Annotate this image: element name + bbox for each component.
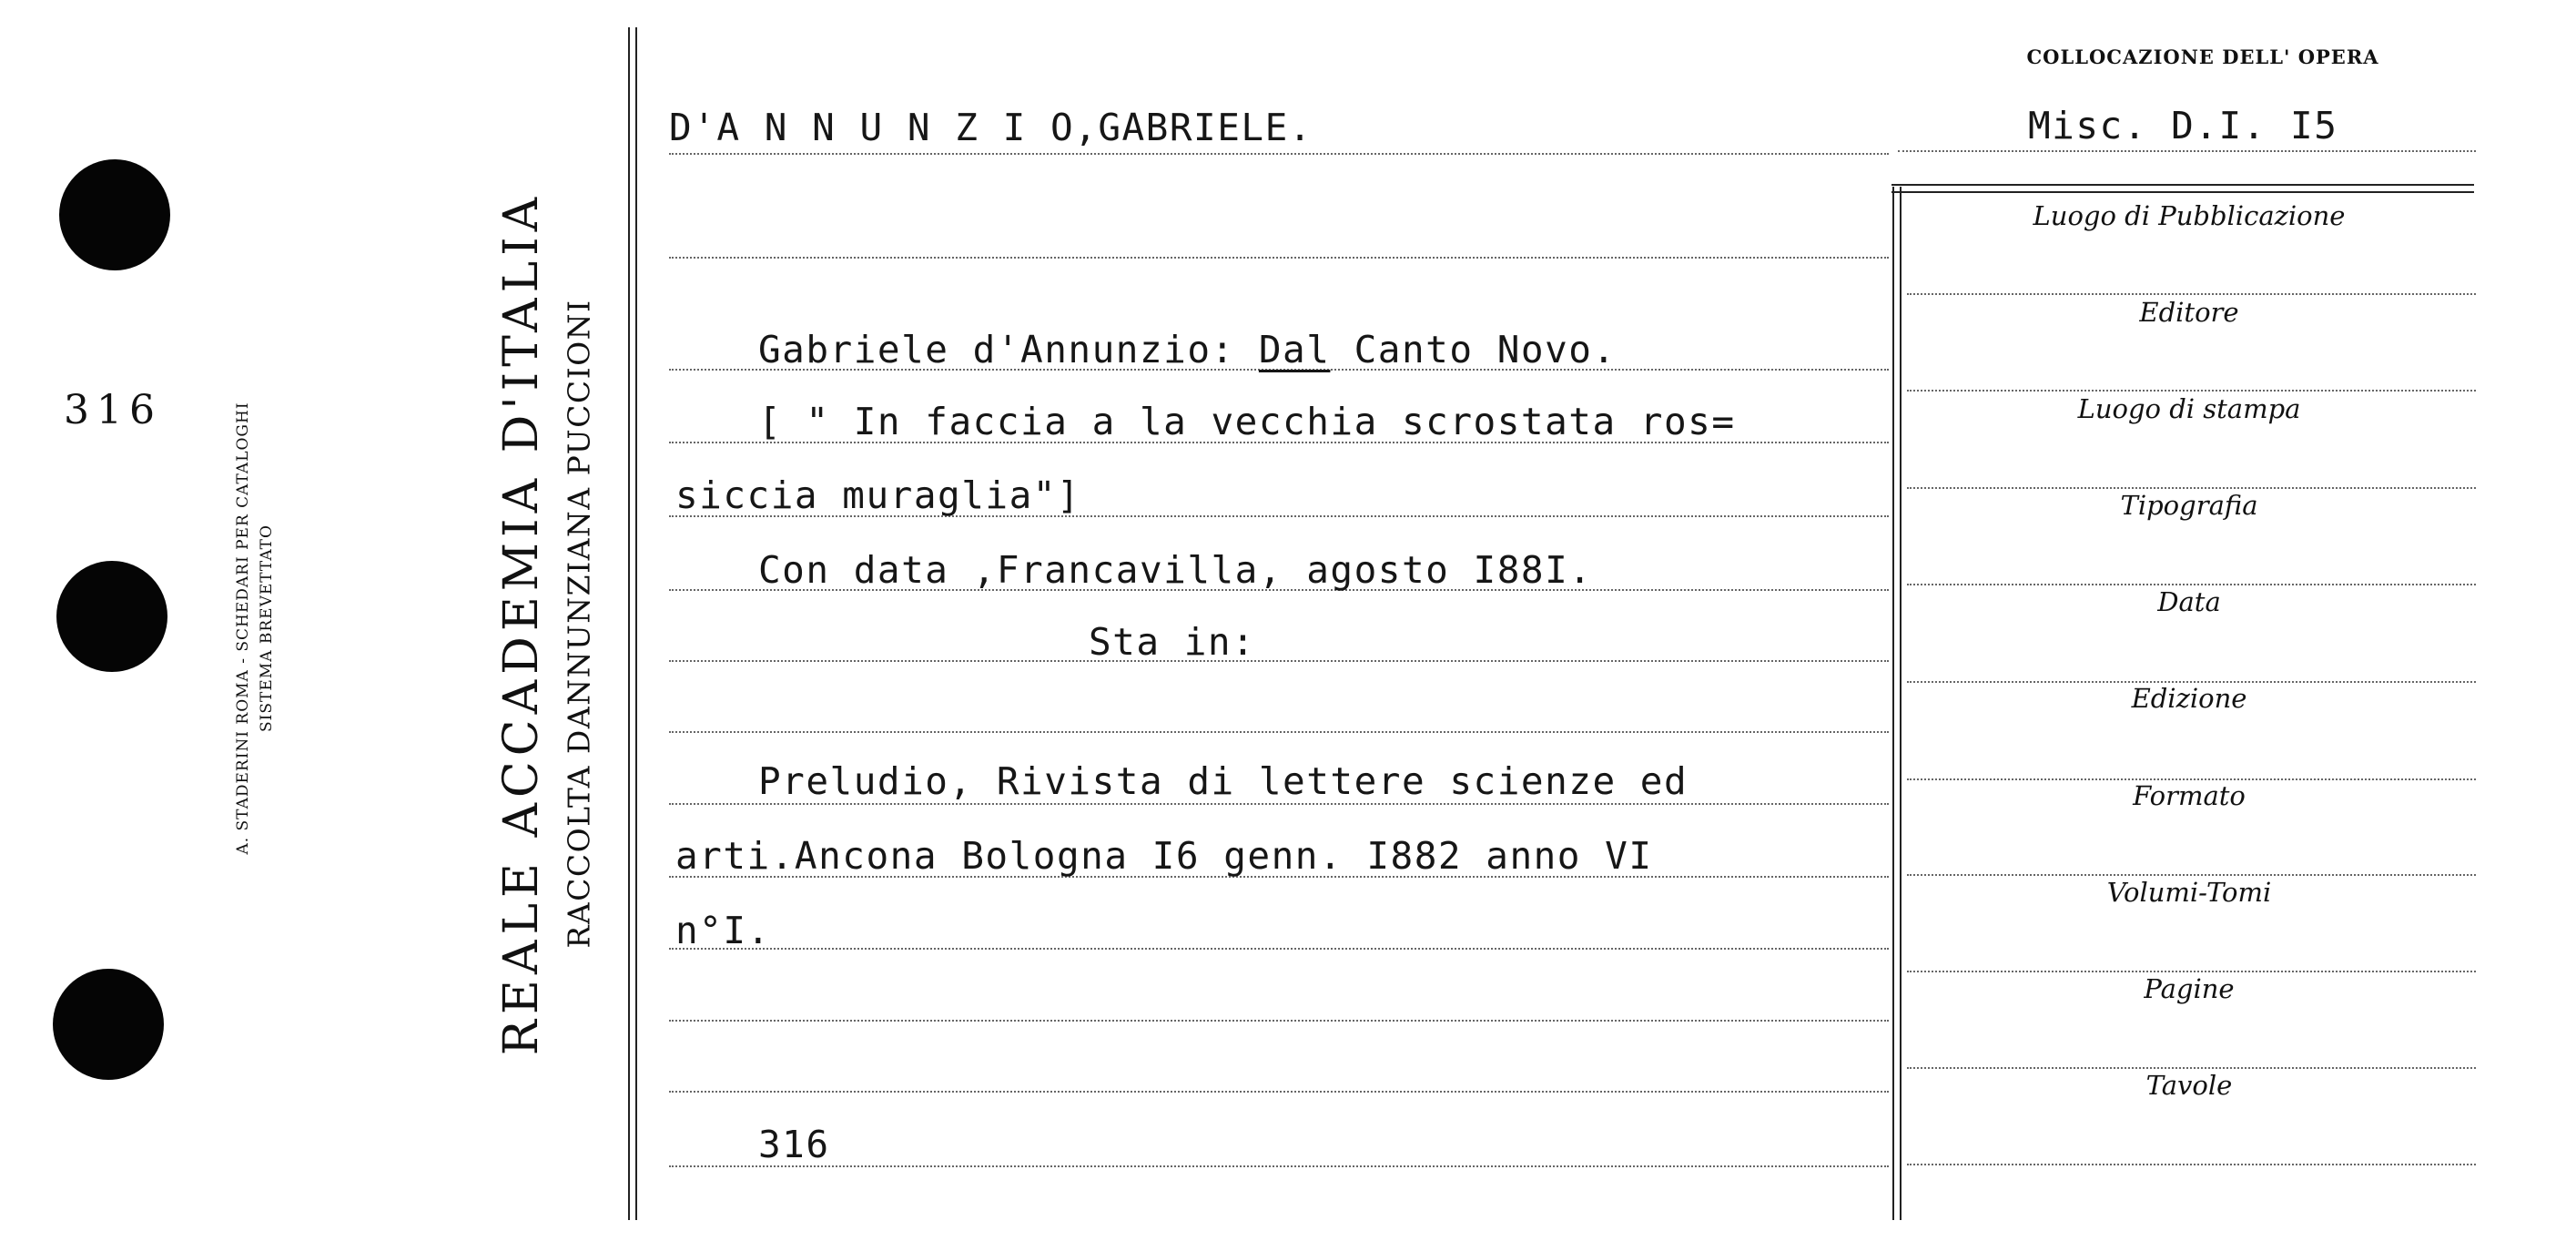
left-double-rule-b: [635, 27, 637, 1220]
field-line: [1907, 1164, 2476, 1165]
printer-line-2: SISTEMA BREVETTATO: [258, 524, 276, 732]
field-editore: Editore: [2139, 297, 2239, 328]
field-edizione: Edizione: [2131, 683, 2247, 714]
writing-line: [669, 153, 1889, 155]
source-line-1: Preludio, Rivista di lettere scienze ed: [758, 759, 1689, 803]
title-line: [758, 328, 1617, 371]
academy-title: REALE ACCADEMIA D'ITALIA: [494, 191, 549, 1056]
right-box-top-rule-a: [1891, 184, 2474, 186]
author-heading: D'A N N U N Z I O,GABRIELE.: [669, 106, 1313, 149]
writing-line: [669, 1165, 1889, 1167]
right-double-rule-b: [1900, 187, 1902, 1220]
field-data: Data: [2157, 586, 2221, 617]
writing-line: [669, 660, 1889, 662]
field-line: [1907, 487, 2476, 489]
left-double-rule-a: [628, 27, 630, 1220]
writing-line: [669, 1020, 1889, 1022]
right-double-rule-a: [1892, 187, 1894, 1220]
title-line-suffix: Canto Novo.: [1330, 328, 1617, 371]
field-volumi-tomi: Volumi-Tomi: [2106, 877, 2272, 908]
shelfmark: Misc. D.I. I5: [2028, 104, 2338, 147]
field-formato: Formato: [2133, 780, 2246, 811]
punch-hole-middle: [56, 561, 167, 672]
field-line: [1907, 1067, 2476, 1069]
printer-imprint: [231, 402, 279, 854]
writing-line: [669, 731, 1889, 733]
title-line-prefix: Gabriele d'Annunzio:: [758, 328, 1259, 371]
margin-card-number: 316: [64, 387, 162, 433]
punch-hole-bottom: [53, 969, 164, 1080]
writing-line: [669, 803, 1889, 805]
field-tipografia: Tipografia: [2120, 490, 2258, 521]
source-line-2: arti.Ancona Bologna I6 genn. I882 anno VI: [675, 834, 1653, 878]
incipit-line-1: [ " In faccia a la vecchia scrostata ros=: [758, 400, 1736, 443]
sta-in-line: Sta in:: [1089, 620, 1256, 664]
field-luogo-stampa: Luogo di stampa: [2077, 393, 2301, 424]
field-tavole: Tavole: [2145, 1070, 2233, 1101]
field-line: [1907, 293, 2476, 295]
date-line: Con data ,Francavilla, agosto I88I.: [758, 548, 1593, 592]
source-line-3: n°I.: [675, 909, 771, 952]
field-line: [1907, 390, 2476, 392]
footer-card-number: 316: [758, 1123, 830, 1166]
writing-line: [669, 948, 1889, 950]
incipit-line-2: siccia muraglia"]: [675, 473, 1081, 517]
collection-title: RACCOLTA DANNUNZIANA PUCCIONI: [561, 299, 597, 949]
printer-line-1: A. STADERINI ROMA - SCHEDARI PER CATALOGHI: [234, 402, 252, 855]
field-line: [1907, 584, 2476, 585]
field-pagine: Pagine: [2144, 973, 2235, 1004]
title-underlined-word: Dal: [1258, 328, 1331, 371]
writing-line: [669, 1091, 1889, 1093]
punch-hole-top: [59, 159, 170, 270]
field-luogo-pubblicazione: Luogo di Pubblicazione: [2033, 200, 2346, 231]
field-line: [1907, 971, 2476, 972]
shelfmark-line: [1898, 150, 2476, 152]
field-line: [1907, 874, 2476, 876]
collocazione-label: COLLOCAZIONE DELL' OPERA: [2026, 46, 2379, 68]
writing-line: [669, 257, 1889, 259]
right-box-top-rule-b: [1891, 191, 2474, 193]
